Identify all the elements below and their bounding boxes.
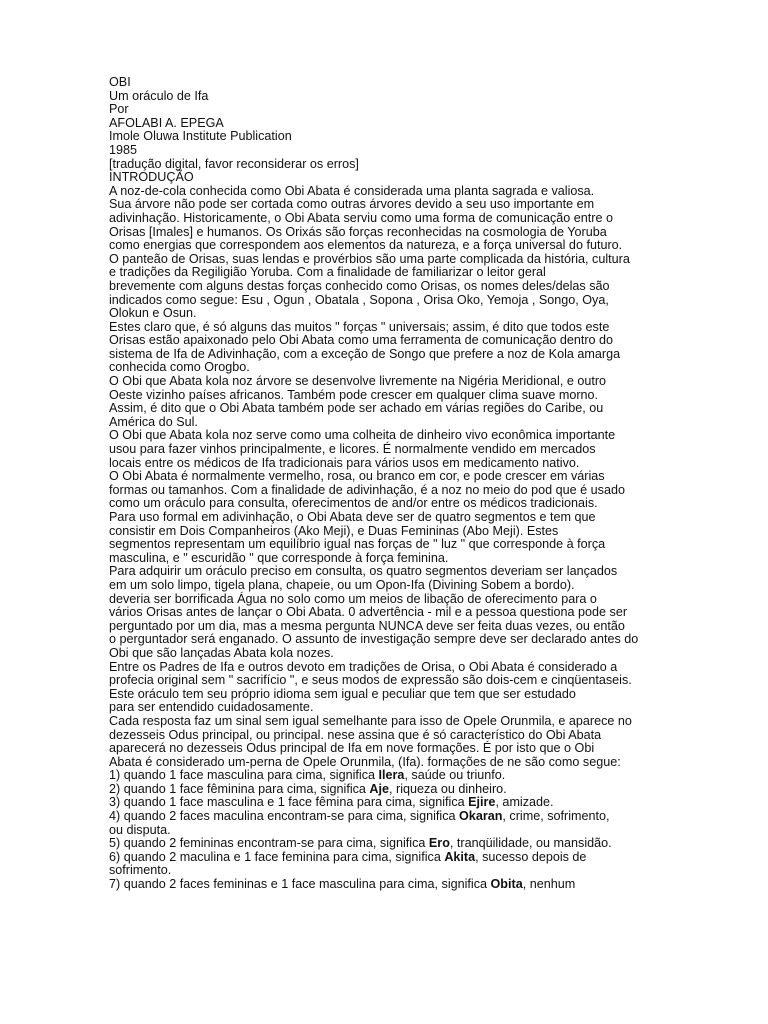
oracle-sign-name: Aje <box>369 781 390 796</box>
list-item-meaning: , saúde ou triunfo. <box>404 768 506 783</box>
list-item-text: sofrimento. <box>109 863 172 878</box>
text-line: para ser entendido cuidadosamente. <box>109 700 314 715</box>
text-line: profecia original sem " sacrifício ", e seus modos de expressão são dois-cem e cinqüentaseis. <box>109 673 632 688</box>
text-line: Imole Oluwa Institute Publication <box>109 129 292 144</box>
text-line: perguntado por um dia, mas a mesma pergunta NUNCA deve ser feita duas vezes, ou então <box>109 618 625 633</box>
text-line: masculina, e " escuridão " que corresponde à força feminina. <box>109 550 449 565</box>
text-line: Obi que são lançadas Abata kola nozes. <box>109 645 334 660</box>
text-line: 1985 <box>109 142 138 157</box>
text-line: Orisas estão apaixonado pelo Obi Abata como uma ferramenta de comunicação dentro do <box>109 333 614 348</box>
text-line: Sua árvore não pode ser cortada como outras árvores devido a seu uso importante em <box>109 197 595 212</box>
text-line: como energias que correspondem aos elementos da natureza, e a força universal do futuro. <box>109 238 623 253</box>
text-line: dezesseis Odus principal, ou principal. nese assina que é só característico do Obi Abata <box>109 727 602 742</box>
list-item <box>109 824 659 838</box>
text-line: adivinhação. Historicamente, o Obi Abata serviu como uma forma de comunicação entre o <box>109 210 614 225</box>
list-item-text: 2) quando 1 face fêminina para cima, significa <box>109 781 370 796</box>
text-line: Este oráculo tem seu próprio idioma sem igual e peculiar que tem que ser estudado <box>109 686 576 701</box>
text-line: INTRODUÇÃO <box>109 170 194 185</box>
text-line: Assim, é dito que o Obi Abata também pode ser achado em várias regiões do Caribe, ou <box>109 401 604 416</box>
oracle-sign-name: Obita <box>490 877 523 892</box>
list-item-meaning: , tranqüilidade, ou mansidão. <box>449 836 612 851</box>
text-line: formas ou tamanhos. Com a finalidade de adivinhação, é a noz no meio do pod que é usado <box>109 482 625 497</box>
text-line: deveria ser borrificada Água no solo como um meios de libação de oferecimento para o <box>109 591 597 606</box>
text-line: segmentos representam um equilíbrio igual nas forças de " luz " que corresponde à força <box>109 537 606 552</box>
text-line: Para adquirir um oráculo preciso em consulta, os quatro segmentos deveriam ser lançados <box>109 564 618 579</box>
list-item-meaning: , crime, sofrimento, <box>502 809 610 824</box>
text-line: vários Orisas antes de lançar o Obi Abata. 0 advertência - mil e a pessoa questiona pode ser <box>109 605 628 620</box>
text-line: Entre os Padres de Ifa e outros devoto em tradições de Orisa, o Obi Abata é considerado a <box>109 659 618 674</box>
list-item-text: 5) quando 2 femininas encontram-se para cima, significa <box>109 836 429 851</box>
list-item <box>109 878 659 892</box>
text-line: usou para fazer vinhos principalmente, e licores. É normalmente vendido em mercados <box>109 442 596 457</box>
text-line: O Obi que Abata kola noz serve como uma colheita de dinheiro vivo econômica importante <box>109 428 616 443</box>
text-line: aparecerá no dezesseis Odus principal de Ifa em nove formações. É por isto que o Obi <box>109 741 595 756</box>
text-line: conhecida como Orogbo. <box>109 360 250 375</box>
text-line: Por <box>109 102 129 117</box>
oracle-sign-name: Ilera <box>378 768 405 783</box>
list-item-meaning: , riqueza ou dinheiro. <box>389 781 507 796</box>
document-page <box>109 76 659 892</box>
text-line: e tradições da Regiligião Yoruba. Com a finalidade de familiarizar o leitor geral <box>109 265 546 280</box>
text-line: como um oráculo para consulta, oferecimentos de and/or entre os médicos tradicionais. <box>109 496 598 511</box>
text-line: indicados como segue: Esu , Ogun , Obatala , Sopona , Orisa Oko, Yemoja , Songo, Oya, <box>109 292 609 307</box>
list-item <box>109 769 659 783</box>
text-line: Um oráculo de Ifa <box>109 88 209 103</box>
text-line: consistir em Dois Companheiros (Ako Meji), e Duas Femininas (Abo Meji). Estes <box>109 523 559 538</box>
list-item <box>109 851 659 865</box>
oracle-sign-name: Akita <box>444 849 476 864</box>
list-item-text: 6) quando 2 maculina e 1 face feminina para cima, significa <box>109 849 445 864</box>
text-line: sistema de Ifa de Adivinhação, com a exceção de Songo que prefere a noz de Kola amarga <box>109 346 621 361</box>
text-line: em um solo limpo, tigela plana, chapeie, ou um Opon-Ifa (Divining Sobem a bordo). <box>109 577 575 592</box>
list-item <box>109 810 659 824</box>
text-line: O Obi que Abata kola noz árvore se desenvolve livremente na Nigéria Meridional, e outro <box>109 374 607 389</box>
text-line: [tradução digital, favor reconsiderar os erros] <box>109 156 359 171</box>
document-title: OBI <box>109 75 131 89</box>
list-item-meaning: , sucesso depois de <box>475 849 587 864</box>
text-line: o perguntador será enganado. O assunto de investigação sempre deve ser declarado antes do <box>109 632 639 647</box>
list-item-meaning: , nenhum <box>522 877 576 892</box>
text-line: O Obi Abata é normalmente vermelho, rosa, ou branco em cor, e pode crescer em várias <box>109 469 605 484</box>
oracle-sign-name: Okaran <box>459 809 503 824</box>
text-line: Oeste vizinho países africanos. Também pode crescer em qualquer clima suave morno. <box>109 387 599 402</box>
list-item-text: ou disputa. <box>109 822 171 837</box>
text-line: brevemente com alguns destas forças conhecido como Orisas, os nomes deles/delas são <box>109 278 610 293</box>
list-item <box>109 796 659 810</box>
text-line: O panteão de Orisas, suas lendas e provérbios são uma parte complicada da história, cultura <box>109 251 630 266</box>
text-line: Para uso formal em adivinhação, o Obi Abata deve ser de quatro segmentos e tem que <box>109 510 596 524</box>
list-item-meaning: , amizade. <box>495 795 554 810</box>
list-item-text: 3) quando 1 face masculina e 1 face fêmina para cima, significa <box>109 795 469 810</box>
list-item-text: 4) quando 2 faces maculina encontram-se para cima, significa <box>109 809 460 824</box>
text-line: América do Sul. <box>109 414 198 429</box>
list-item-text: 1) quando 1 face masculina para cima, significa <box>109 768 379 783</box>
document-body <box>109 76 659 769</box>
text-line: A noz-de-cola conhecida como Obi Abata é considerada uma planta sagrada e valiosa. <box>109 183 595 198</box>
text-line: Abata é considerado um-perna de Opele Orunmila, (Ifa). formações de ne são como segue: <box>109 754 621 769</box>
list-item <box>109 837 659 851</box>
list-item-text: 7) quando 2 faces femininas e 1 face masculina para cima, significa <box>109 877 491 892</box>
oracle-sign-name: Ero <box>428 836 450 851</box>
text-line: Orisas [Imales] e humanos. Os Orixás são forças reconhecidas na cosmologia de Yoruba <box>109 224 607 239</box>
text-line: Estes claro que, é só alguns das muitos " forças " universais; assim, é dito que todos este <box>109 319 610 334</box>
list-item <box>109 783 659 797</box>
oracle-sign-name: Ejire <box>468 795 496 810</box>
text-line: locais entre os médicos de Ifa tradicionais para vários usos em medicamento nativo. <box>109 455 580 470</box>
text-line: Olokun e Osun. <box>109 306 197 321</box>
text-line: Cada resposta faz um sinal sem igual semelhante para isso de Opele Orunmila, e aparece no <box>109 713 632 728</box>
text-line: AFOLABI A. EPEGA <box>109 115 224 130</box>
list-item <box>109 864 659 878</box>
oracle-formations-list <box>109 769 659 891</box>
